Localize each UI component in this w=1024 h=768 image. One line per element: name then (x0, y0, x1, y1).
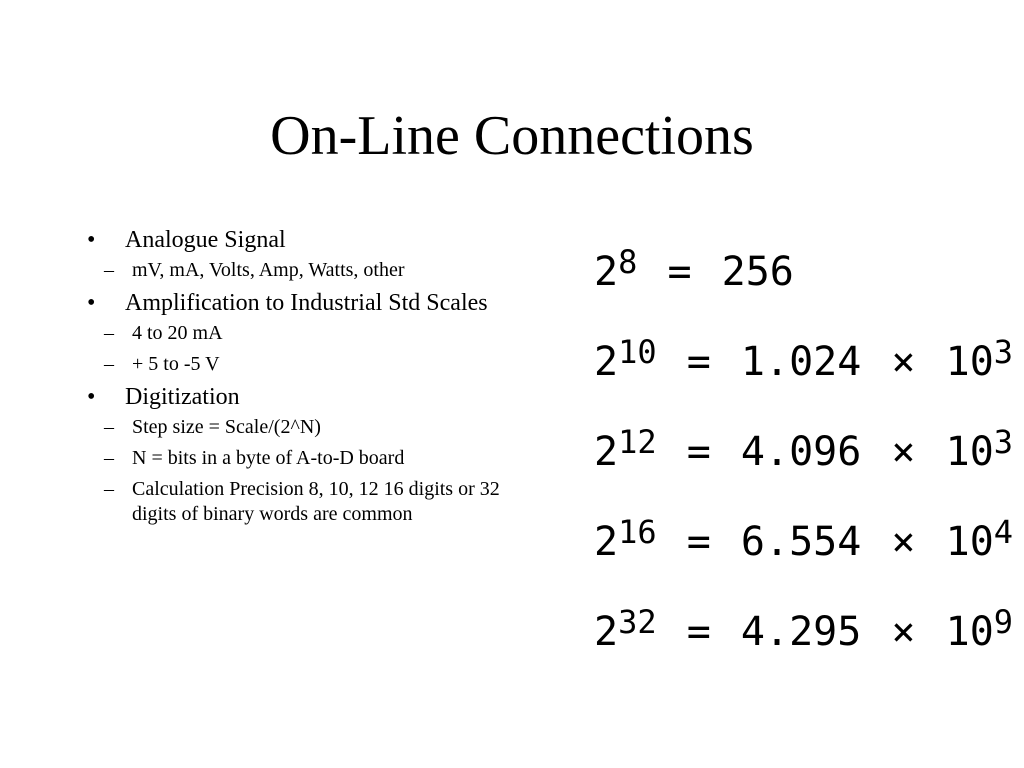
equation-base: 2 (594, 609, 619, 655)
power-exponent: 3 (993, 423, 1014, 461)
power-base: 10 (945, 519, 994, 565)
equation-2-pow-32 (594, 594, 1014, 684)
bullet-text: Digitization (125, 384, 240, 410)
sub-item-text: + 5 to -5 V (132, 353, 220, 375)
bullet-text: Amplification to Industrial Std Scales (125, 290, 488, 316)
equation-value: 256 (721, 249, 794, 295)
bullet-marker: • (87, 290, 96, 316)
dash-marker: – (104, 322, 114, 344)
equation-exponent: 12 (618, 423, 657, 461)
dash-marker: – (104, 353, 114, 375)
equation-base: 2 (594, 519, 619, 565)
bullet-text: Analogue Signal (125, 227, 286, 253)
sub-item (87, 321, 507, 346)
times-sign: × (891, 519, 916, 565)
sub-item-text: Calculation Precision 8, 10, 12 16 digits or 32 digits of binary words are common (132, 478, 500, 525)
times-sign: × (891, 339, 916, 385)
equals-sign: = (686, 429, 711, 475)
bullet-marker: • (87, 227, 96, 253)
sub-list (87, 258, 507, 283)
sub-item-text: N = bits in a byte of A-to-D board (132, 447, 405, 469)
equals-sign: = (667, 249, 692, 295)
bullet-item (87, 289, 507, 317)
sub-item-text: mV, mA, Volts, Amp, Watts, other (132, 259, 405, 281)
dash-marker: – (104, 447, 114, 469)
times-sign: × (891, 609, 916, 655)
equals-sign: = (686, 519, 711, 565)
equation-2-pow-12 (594, 414, 1014, 504)
equation-value: 1.024 (740, 339, 862, 385)
equation-value: 6.554 (740, 519, 862, 565)
sub-item (87, 415, 507, 440)
bullet-list (87, 226, 507, 533)
equation-value: 4.295 (740, 609, 862, 655)
equals-sign: = (686, 609, 711, 655)
equation-exponent: 10 (618, 333, 657, 371)
power-base: 10 (945, 339, 994, 385)
sub-list (87, 321, 507, 377)
equation-list (594, 234, 1014, 684)
equation-exponent: 8 (618, 243, 638, 281)
equation-base: 2 (594, 249, 619, 295)
power-exponent: 9 (993, 603, 1014, 641)
equation-exponent: 16 (618, 513, 657, 551)
sub-item (87, 258, 507, 283)
sub-list (87, 415, 507, 527)
sub-item-text: 4 to 20 mA (132, 322, 223, 344)
sub-item (87, 477, 507, 527)
equals-sign: = (686, 339, 711, 385)
dash-marker: – (104, 416, 114, 438)
power-base: 10 (945, 429, 994, 475)
times-sign: × (891, 429, 916, 475)
power-base: 10 (945, 609, 994, 655)
equation-base: 2 (594, 429, 619, 475)
dash-marker: – (104, 478, 114, 500)
equation-2-pow-8 (594, 234, 994, 324)
bullet-item (87, 383, 507, 411)
bullet-item (87, 226, 507, 254)
equation-exponent: 32 (618, 603, 657, 641)
power-exponent: 4 (993, 513, 1014, 551)
dash-marker: – (104, 259, 114, 281)
slide-title: On-Line Connections (270, 105, 754, 167)
equation-base: 2 (594, 339, 619, 385)
power-exponent: 3 (993, 333, 1014, 371)
sub-item-text: Step size = Scale/(2^N) (132, 416, 321, 438)
equation-2-pow-16 (594, 504, 1014, 594)
equation-value: 4.096 (740, 429, 862, 475)
sub-item (87, 352, 507, 377)
equation-2-pow-10 (594, 324, 1014, 414)
sub-item (87, 446, 507, 471)
bullet-marker: • (87, 384, 96, 410)
